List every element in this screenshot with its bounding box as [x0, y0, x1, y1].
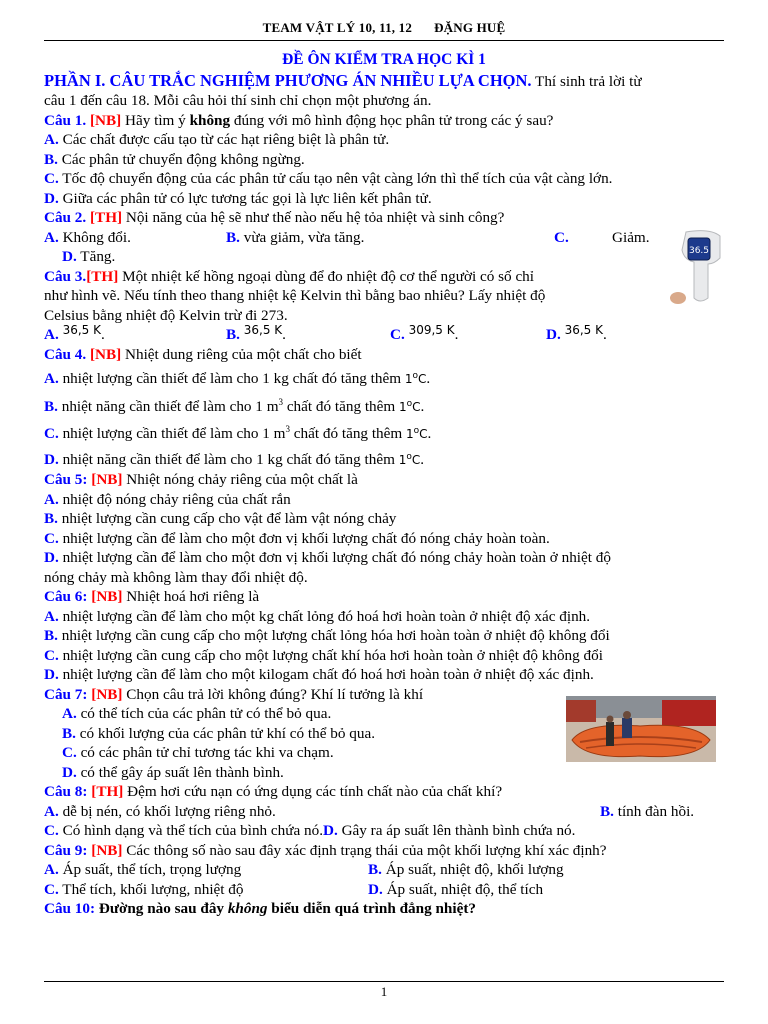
option-text: Áp suất, nhiệt độ, khối lượng — [385, 861, 564, 879]
option-letter: D. — [62, 763, 77, 781]
question-6-text: Nhiệt hoá hơi riêng là — [122, 588, 260, 606]
page-header — [44, 20, 724, 36]
q2-option-c-text: Giảm. — [612, 228, 650, 246]
question-1-label: Câu 1. — [44, 111, 87, 129]
option-text: nhiệt lượng cần để làm cho một kilogam chất đó hoá hơi hoàn toàn ở nhiệt độ xác định. — [62, 666, 594, 684]
q7-option-b — [44, 724, 724, 744]
option-letter: A. — [44, 131, 59, 148]
q9-options-row-1 — [44, 860, 724, 880]
option-letter: B. — [226, 228, 240, 246]
q7-option-a — [44, 704, 724, 724]
option-text: nhiệt lượng cần để làm cho một đơn vị khối lượng chất đó nóng chảy hoàn toàn ở nhiệt độ — [62, 549, 611, 567]
q8-option-a — [44, 802, 276, 822]
option-letter: B. — [44, 510, 58, 528]
option-letter: C. — [44, 170, 59, 187]
q9-option-b — [368, 860, 564, 880]
q3-option-a: A. $^{36,5 K}$. — [44, 323, 105, 343]
q2-option-a — [44, 228, 131, 248]
unit-celsius: 1$^o$C — [398, 451, 421, 467]
question-2 — [44, 208, 724, 228]
thermometer-reading: 36.5 — [688, 246, 710, 256]
header-divider — [44, 40, 724, 41]
q9-option-a — [44, 860, 241, 880]
q5-option-b — [44, 509, 724, 529]
option-text: Các phân tử chuyển động không ngừng. — [61, 150, 305, 168]
question-6 — [44, 587, 724, 607]
question-3-text: Một nhiệt kế hồng ngoại dùng để đo nhiệt độ cơ thể người có số chỉ — [118, 267, 534, 285]
option-text: có khối lượng của các phân tử khí có thể bỏ qua. — [79, 724, 375, 742]
option-value: 36,5 K — [62, 323, 101, 337]
option-text: nhiệt lượng cần cung cấp cho một lượng chất lỏng hóa hơi hoàn toàn ở nhiệt độ không đổi — [61, 627, 610, 645]
q6-option-a — [44, 607, 724, 627]
option-letter: A. — [44, 490, 59, 508]
option-letter: A. — [44, 228, 59, 246]
question-2-level: [TH] — [90, 209, 123, 226]
q3-option-d: D. $^{36,5 K}$. — [546, 323, 607, 343]
header-author: ĐẶNG HUỆ — [434, 20, 506, 35]
option-value: 36,5 K — [243, 323, 283, 337]
q5-option-d-line-2: nóng chảy mà không làm thay đổi nhiệt độ. — [44, 568, 308, 586]
q8-option-d — [323, 822, 575, 839]
option-text: Có hình dạng và thể tích của bình chứa nó. — [62, 822, 324, 840]
option-text: có thể gây áp suất lên thành bình. — [80, 763, 284, 781]
question-5-text: Nhiệt nóng chảy riêng của một chất là — [122, 471, 358, 489]
q3-option-c: C. $^{309,5 K}$. — [390, 323, 459, 343]
option-letter: C. — [554, 228, 569, 246]
option-letter: B. — [600, 802, 614, 820]
option-text: Gây ra áp suất lên thành bình chứa nó. — [341, 822, 576, 840]
question-10-label: Câu 10: — [44, 900, 96, 918]
q2-option-c — [554, 228, 569, 248]
question-9-level: [NB] — [91, 841, 123, 859]
q6-option-c — [44, 646, 724, 666]
option-letter: C. — [44, 822, 59, 840]
q2-option-b — [226, 228, 364, 248]
option-value: 36,5 K — [564, 323, 603, 337]
section-desc-line: câu 1 đến câu 18. Mỗi câu hỏi thí sinh chỉ chọn một phương án. — [44, 92, 432, 109]
option-text: vừa giảm, vừa tăng. — [243, 228, 365, 246]
question-1-text-end: đúng với mô hình động học phân tử trong các ý sau? — [230, 111, 554, 129]
option-letter: A. — [44, 326, 59, 343]
question-6-label: Câu 6: — [44, 588, 88, 606]
footer-divider — [44, 981, 724, 982]
option-letter: B. — [62, 724, 76, 742]
question-5-label: Câu 5: — [44, 471, 88, 489]
option-letter: A. — [44, 607, 59, 625]
exam-content — [44, 50, 724, 919]
question-7-level: [NB] — [91, 685, 123, 703]
question-3-line-2: như hình vẽ. Nếu tính theo thang nhiệt kệ Kelvin thì bằng bao nhiêu? Lấy nhiệt độ — [44, 287, 546, 304]
question-4 — [44, 345, 724, 365]
question-5-level: [NB] — [91, 471, 123, 489]
q9-option-d — [368, 880, 543, 900]
question-4-label: Câu 4. — [44, 345, 87, 363]
q2-option-d — [44, 247, 724, 267]
option-letter: D. — [44, 666, 59, 684]
option-text: Tăng. — [80, 248, 116, 265]
question-3 — [44, 267, 724, 287]
question-1 — [44, 111, 724, 131]
question-7-label: Câu 7: — [44, 685, 88, 703]
question-8-label: Câu 8: — [44, 783, 88, 801]
option-text: nhiệt lượng cần cung cấp cho một lượng chất khí hóa hơi hoàn toàn ở nhiệt độ không đổi — [62, 646, 603, 664]
option-letter: B. — [44, 150, 58, 168]
question-1-text: Hãy tìm ý — [121, 111, 190, 129]
unit-celsius: 1$^o$C — [405, 426, 428, 442]
option-letter: B. — [44, 397, 58, 415]
option-text: Áp suất, thể tích, trọng lượng — [62, 861, 242, 879]
question-5 — [44, 470, 724, 490]
option-text: nhiệt năng cần thiết để làm cho 1 kg chất đó tăng thêm — [62, 450, 399, 468]
question-9-label: Câu 9: — [44, 841, 88, 859]
question-9-text: Các thông số nào sau đây xác định trạng thái của một khối lượng khí xác định? — [122, 841, 607, 859]
q3-option-b: B. $^{36,5 K}$. — [226, 323, 286, 343]
option-text: nhiệt độ nóng chảy riêng của chất rắn — [62, 490, 291, 508]
question-8 — [44, 782, 724, 802]
option-text: nhiệt lượng cần thiết để làm cho 1 m — [62, 425, 286, 443]
option-letter: C. — [44, 646, 59, 664]
option-letter: C. — [44, 529, 59, 547]
question-2-text: Nội năng của hệ sẽ như thế nào nếu hệ tỏa nhiệt và sinh công? — [122, 209, 505, 226]
question-3-level: [TH] — [86, 267, 119, 285]
question-7-text: Chọn câu trả lời không đúng? Khí lí tưởng là khí — [122, 685, 424, 703]
option-letter: C. — [62, 744, 77, 762]
option-text: dễ bị nén, có khối lượng riêng nhỏ. — [62, 802, 276, 820]
question-9 — [44, 841, 724, 861]
question-1-level: [NB] — [90, 111, 122, 129]
option-letter: D. — [546, 326, 561, 343]
option-text: nhiệt lượng cần để làm cho một kg chất lỏng đó hoá hơi hoàn toàn ở nhiệt độ xác định. — [62, 607, 591, 625]
option-letter: D. — [62, 248, 77, 265]
option-letter: B. — [226, 326, 240, 343]
option-letter: D. — [44, 549, 59, 567]
question-3-line-3: Celsius bằng nhiệt độ Kelvin trừ đi 273. — [44, 306, 288, 324]
question-8-level: [TH] — [91, 783, 124, 801]
q8-options-row-2 — [44, 821, 724, 841]
option-letter: A. — [62, 705, 77, 723]
option-letter: D. — [44, 450, 59, 468]
q8-options-row-1 — [44, 802, 724, 822]
option-letter: A. — [44, 802, 59, 820]
option-letter: A. — [44, 861, 59, 879]
option-text: có thể tích của các phân tử có thể bỏ qua. — [80, 705, 332, 723]
q5-option-a — [44, 490, 724, 510]
q1-option-a — [44, 130, 724, 150]
question-1-emphasis: không — [189, 111, 231, 129]
option-text: có các phân tử chỉ tương tác khi va chạm. — [80, 744, 334, 762]
q6-option-b — [44, 626, 724, 646]
page-title: ĐỀ ÔN KIỂM TRA HỌC KÌ 1 — [282, 51, 486, 68]
q4-option-c: C. nhiệt lượng cần thiết để làm cho 1 $m^3$ chất đó tăng thêm 1$^o$C. — [44, 424, 432, 443]
q5-option-c — [44, 529, 724, 549]
q4-option-a: A. nhiệt lượng cần thiết để làm cho 1 kg chất đó tăng thêm 1$^o$C. — [44, 370, 431, 387]
option-text: Áp suất, nhiệt độ, thể tích — [386, 880, 544, 898]
q6-option-d — [44, 665, 724, 685]
unit-celsius: 1$^o$C — [404, 371, 427, 386]
q1-option-b — [44, 150, 724, 170]
section-title: PHẦN I. CÂU TRẮC NGHIỆM PHƯƠNG ÁN NHIỀU LỰA CHỌN. — [44, 70, 532, 90]
option-text: Không đổi. — [62, 228, 131, 246]
question-10-text: Đường nào sau đây — [95, 900, 228, 918]
option-text: Các chất được cấu tạo từ các hạt riêng biệt là phân tử. — [62, 131, 390, 148]
question-3-label: Câu 3. — [44, 267, 87, 285]
option-text: nhiệt lượng cần để làm cho một đơn vị khối lượng chất đó nóng chảy hoàn toàn. — [62, 529, 550, 547]
q4-option-b: B. nhiệt năng cần thiết để làm cho 1 $m^3$ chất đó tăng thêm 1$^o$C. — [44, 396, 425, 415]
question-4-level: [NB] — [90, 345, 122, 363]
question-7 — [44, 685, 724, 705]
option-letter: D. — [44, 189, 59, 207]
option-letter: D. — [368, 880, 383, 898]
q3-options-row — [44, 325, 724, 345]
option-letter: A. — [44, 370, 59, 387]
option-letter: B. — [44, 627, 58, 645]
option-text: nhiệt lượng cần thiết để làm cho 1 kg chất đó tăng thêm — [62, 370, 405, 387]
q8-option-c — [44, 822, 323, 839]
option-text: Tốc độ chuyển động của các phân tử cấu tạo nên vật càng lớn thì thể tích của vật càng lớn. — [62, 170, 613, 187]
option-text: nhiệt năng cần thiết để làm cho 1 m — [61, 397, 279, 415]
option-text: nhiệt lượng cần cung cấp cho vật để làm vật nóng chảy — [61, 510, 397, 528]
q8-option-b — [600, 802, 694, 822]
q9-option-c — [44, 880, 244, 900]
option-value: 309,5 K — [408, 323, 455, 337]
question-10-emphasis: không — [227, 900, 268, 918]
q7-option-c — [44, 743, 724, 763]
option-text: tính đàn hồi. — [617, 802, 695, 820]
q9-options-row-2 — [44, 880, 724, 900]
option-letter: C. — [390, 326, 405, 343]
question-10 — [44, 899, 724, 919]
section-intro — [44, 71, 724, 92]
q4-option-d: D. nhiệt năng cần thiết để làm cho 1 kg chất đó tăng thêm 1$^o$C. — [44, 450, 425, 468]
q1-option-c — [44, 169, 724, 189]
option-text: Thể tích, khối lượng, nhiệt độ — [62, 880, 244, 898]
header-team: TEAM VẬT LÝ 10, 11, 12 — [262, 20, 413, 35]
option-letter: C. — [44, 880, 59, 898]
question-4-text: Nhiệt dung riêng của một chất cho biết — [121, 345, 362, 363]
question-10-text-end: biểu diễn quá trình đẳng nhiệt? — [267, 900, 476, 918]
section-desc-1: Thí sinh trả lời từ — [531, 72, 642, 90]
option-letter: D. — [323, 822, 338, 840]
q7-option-d — [44, 763, 724, 783]
option-letter: C. — [44, 425, 59, 443]
question-6-level: [NB] — [91, 588, 123, 606]
q2-options-row — [44, 228, 724, 248]
question-2-label: Câu 2. — [44, 209, 87, 226]
q5-option-d — [44, 548, 724, 568]
option-text: Giữa các phân tử có lực tương tác gọi là lực liên kết phân tử. — [62, 189, 432, 207]
page-number: 1 — [380, 984, 388, 999]
unit-celsius: 1$^o$C — [399, 398, 421, 414]
option-letter: B. — [368, 861, 382, 879]
question-8-text: Đệm hơi cứu nạn có ứng dụng các tính chất nào của chất khí? — [123, 783, 503, 801]
q1-option-d — [44, 189, 724, 209]
